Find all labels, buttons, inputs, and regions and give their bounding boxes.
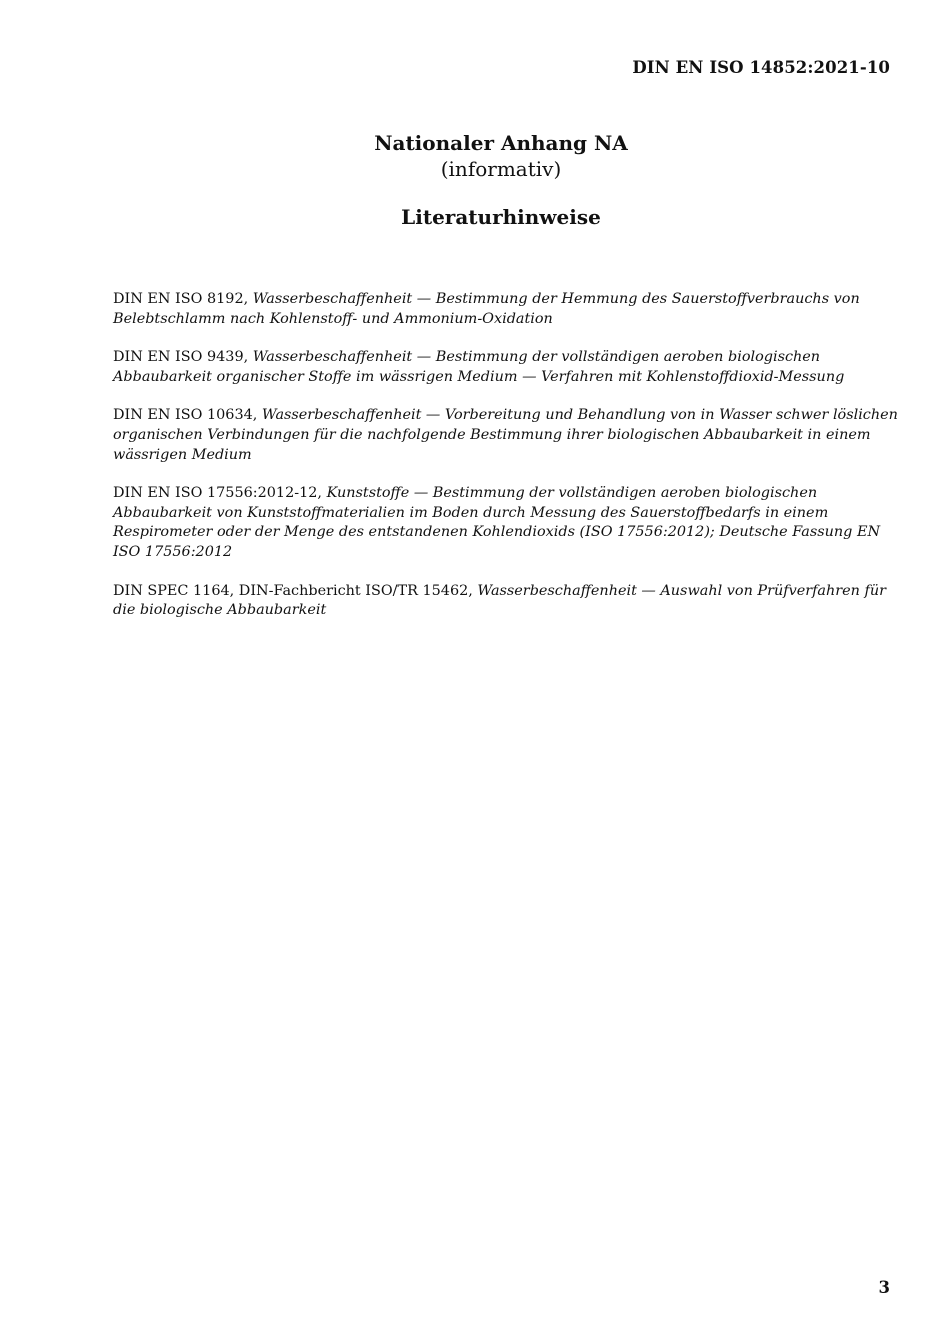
reference-designation: DIN EN ISO 8192, xyxy=(113,291,253,307)
reference-designation: DIN SPEC 1164, DIN-Fachbericht ISO/TR 15462, xyxy=(113,582,478,599)
reference-designation: DIN EN ISO 10634, xyxy=(113,407,262,424)
reference-title: Wasserbeschaffenheit — Bestimmung der vollständigen aeroben biologischen Abbaubarkeit organischer Stoffe im wässrigen Medium — Verfahren mit Kohlenstoffdioxid-Messung xyxy=(113,349,845,385)
annex-subtitle: (informativ) xyxy=(440,157,562,181)
reference-item xyxy=(113,582,898,621)
annex-title: Nationaler Anhang NA xyxy=(374,131,628,155)
reference-list xyxy=(113,290,898,640)
reference-title: Kunststoffe — Bestimmung der vollständigen aeroben biologischen Abbaubarkeit von Kunststoffmaterialien im Boden durch Messung des Sauerstoffbedarfs in einem Respirometer oder der Menge des entstandenen Kohlendioxids (ISO 17556:2012); Deutsche Fassung EN ISO 17556:2012 xyxy=(113,485,881,560)
reference-item xyxy=(113,348,898,387)
reference-item xyxy=(113,406,898,465)
page-number: 3 xyxy=(878,1278,890,1297)
annex-header xyxy=(0,130,950,182)
reference-item xyxy=(113,484,898,562)
reference-title: Wasserbeschaffenheit — Bestimmung der Hemmung des Sauerstoffverbrauchs von Belebtschlamm nach Kohlenstoff- und Ammonium-Oxidation xyxy=(113,291,860,327)
document-id: DIN EN ISO 14852:2021-10 xyxy=(632,58,890,77)
reference-title: Wasserbeschaffenheit — Auswahl von Prüfverfahren für die biologische Abbaubarkeit xyxy=(113,582,886,619)
reference-designation: DIN EN ISO 17556:2012-12, xyxy=(113,485,327,502)
reference-item xyxy=(113,290,898,329)
reference-designation: DIN EN ISO 9439, xyxy=(113,349,253,366)
section-title: Literaturhinweise xyxy=(401,205,601,229)
reference-title: Wasserbeschaffenheit — Vorbereitung und Behandlung von in Wasser schwer löslichen organischen Verbindungen für die nachfolgende Bestimmung ihrer biologischen Abbaubarkeit in einem wässrigen Medium xyxy=(113,407,898,463)
